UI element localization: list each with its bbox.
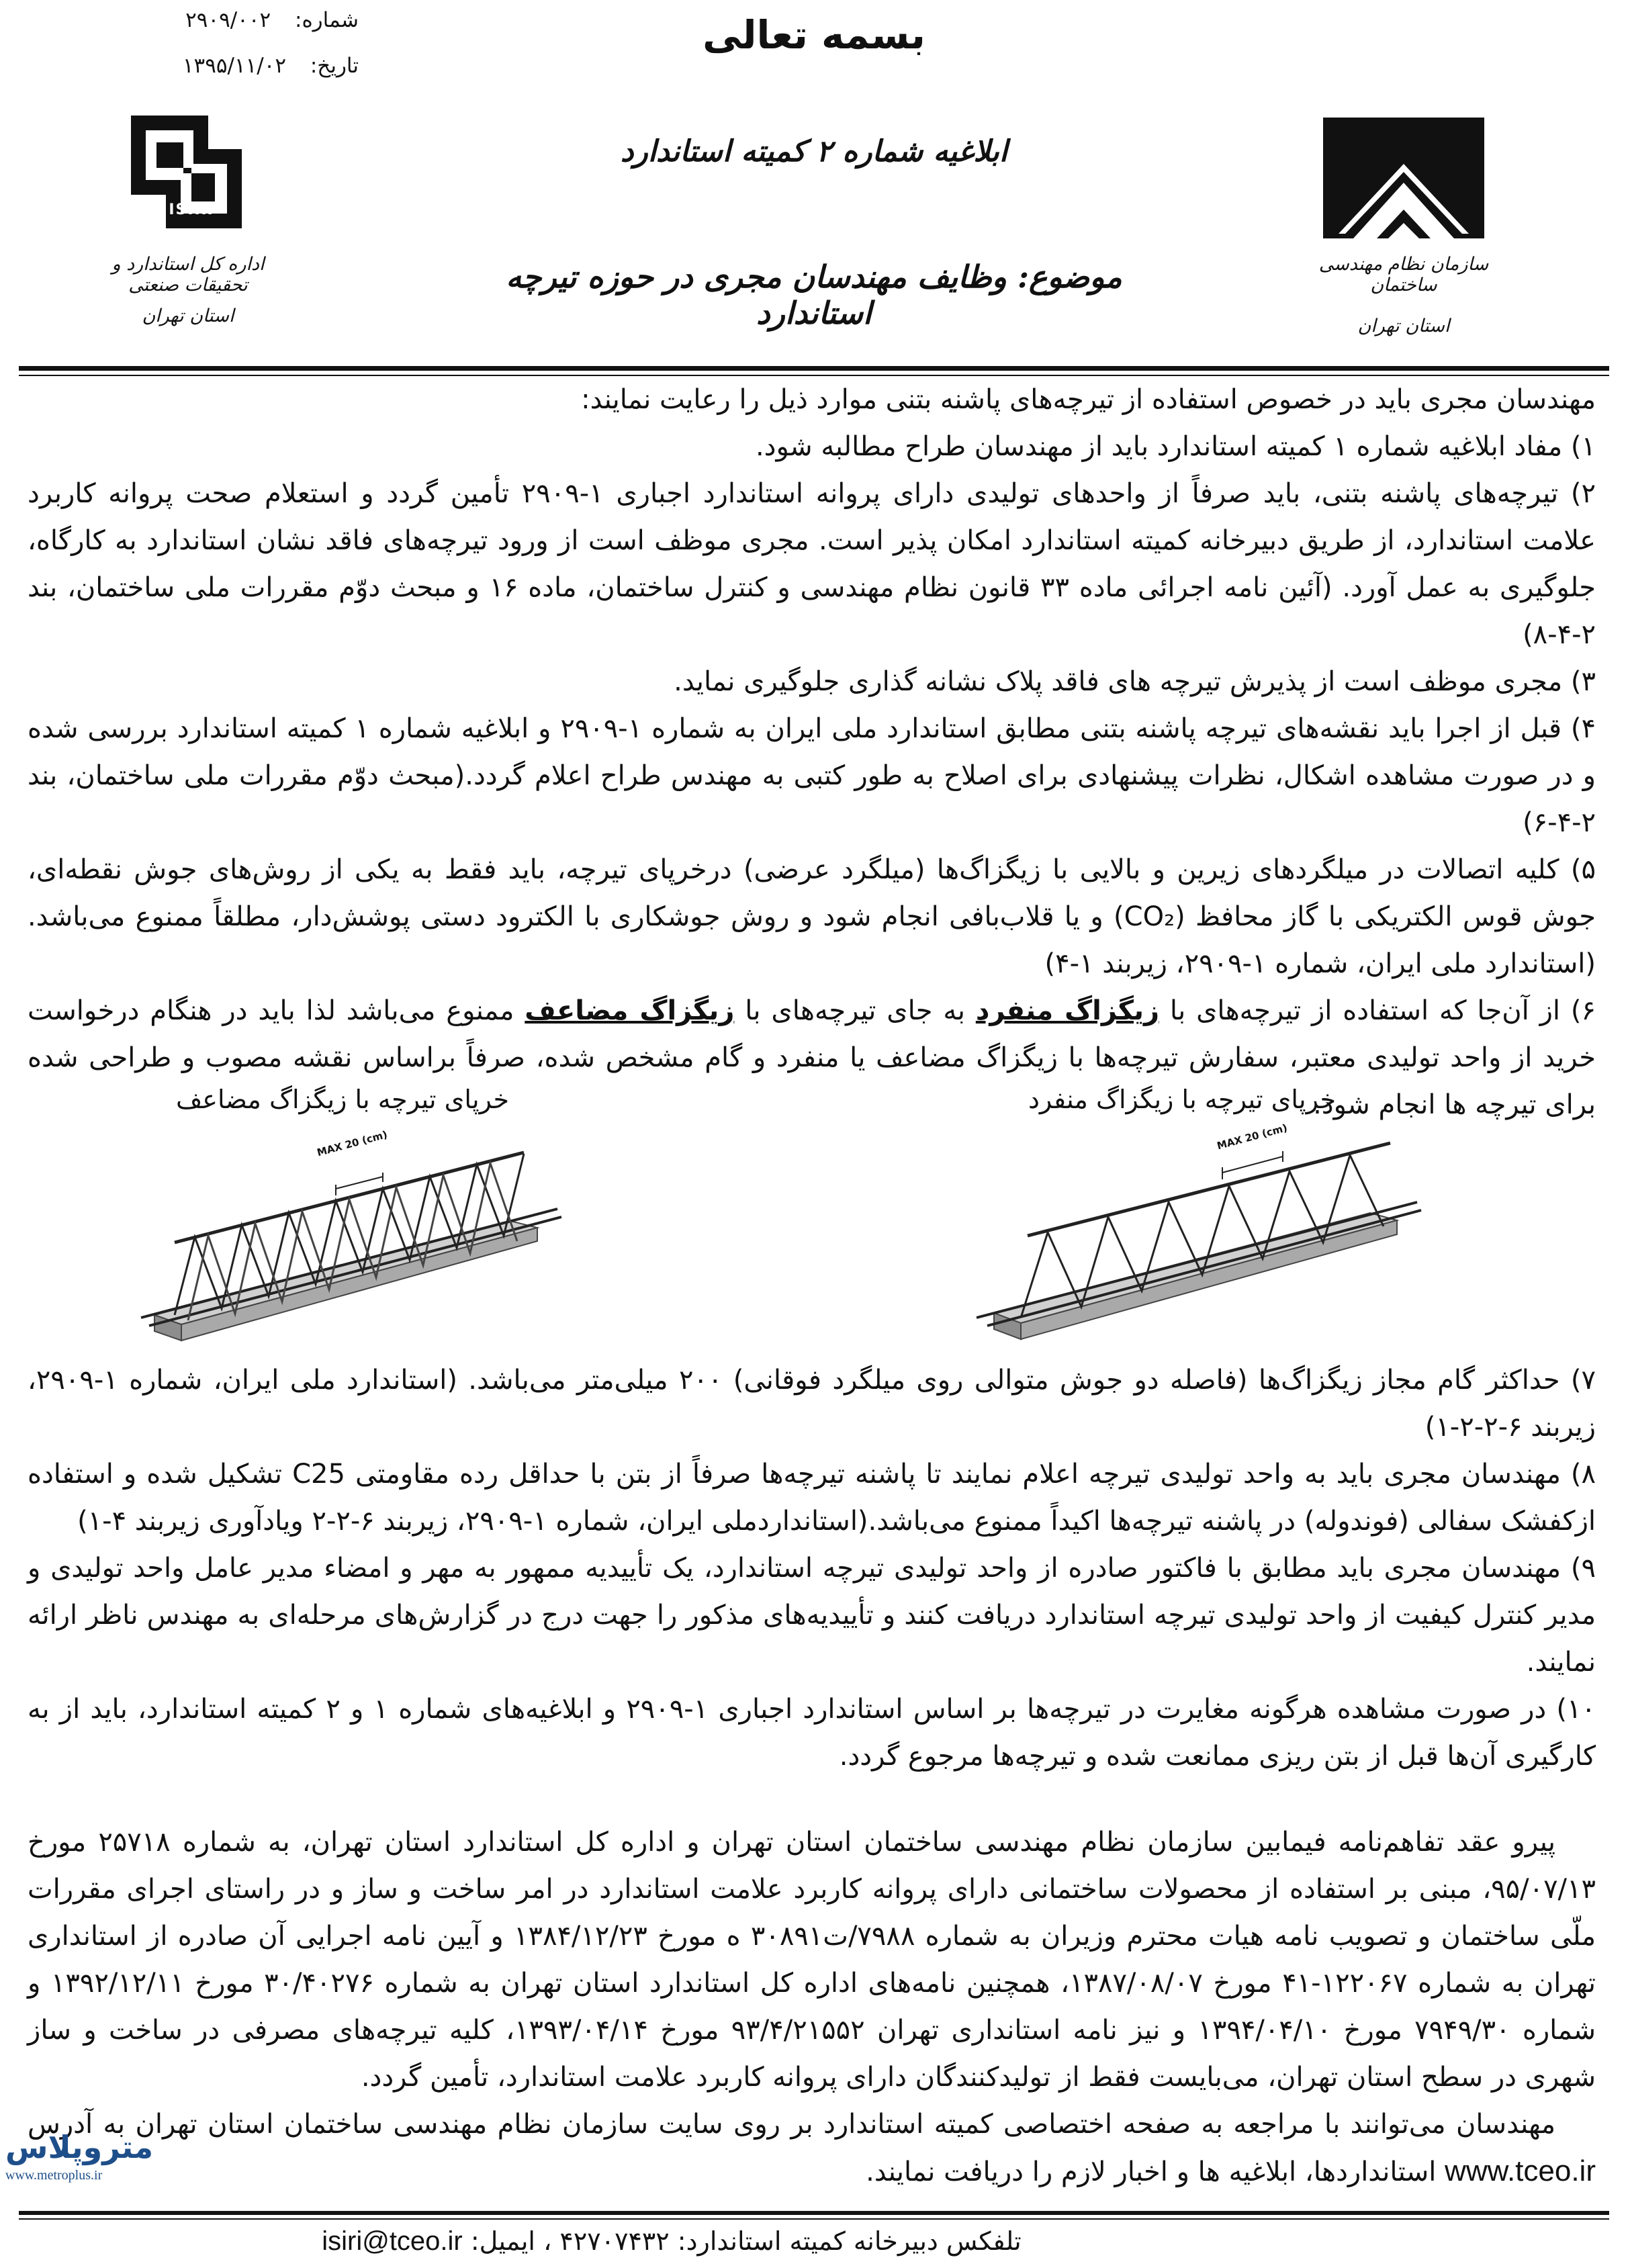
website-link[interactable]: www.tceo.ir	[1445, 2154, 1596, 2187]
single-truss-dim-label: MAX 20 (cm)	[1216, 1122, 1289, 1152]
body-item-8: ۸) مهندسان مجری باید به واحد تولیدی تیرچه اعلام نمایند تا پاشنه تیرچه‌ها صرفاً از بتن با حداقل رده مقاومتی C25 تشکیل شده و استفاده ازکفشک سفالی (فوندوله) در پاشنه تیرچه‌ها اکیداً ممنوع می‌باشد.(استانداردملی ایران، شماره ۱-۲۹۰۹، زیربند ۶-۲-۲ ویادآوری زیربند ۴-۱)	[28, 1459, 1596, 1537]
isiri-logo-text: ISIRI	[169, 201, 214, 218]
metroplus-url[interactable]: www.metroplus.ir	[5, 2168, 103, 2183]
item-6-part-c: ممنوع می‌باشد لذا باید در هنگام درخواست خرید از واحد تولیدی معتبر، سفارش تیرچه‌ها با زیگزاگ مضاعف یا منفرد و گام مشخص شده، صرفاً براساس نقشه مصوب و طراحی شده برای تیرچه ها انجام شود.	[28, 995, 1596, 1120]
letter-date-value: ۱۳۹۵/۱۱/۰۲	[182, 54, 286, 78]
nezam-caption-2: استان تهران	[1357, 316, 1450, 336]
letter-body-continued	[28, 1357, 1596, 2195]
metroplus-brand: متروپلاس	[5, 2129, 154, 2165]
double-zigzag-term: زیگزاگ مضاعف	[525, 995, 735, 1026]
body-item-2: ۲) تیرچه‌های پاشنه بتنی، باید صرفاً از واحدهای تولیدی دارای پروانه استاندارد اجباری ۱-۲۹۰۹ تأمین گردد و استعلام صحت پروانه کاربرد علامت استاندارد، از طریق دبیرخانه کمیته استاندارد امکان پذیر است. مجری موظف است از ورود تیرچه‌های فاقد نشان استاندارد به کارگاه، جلوگیری به عمل آورد. (آئین نامه اجرائی ماده ۳۳ قانون نظام مهندسی و کنترل ساختمان، ماده ۱۶ و مبحث دوّم مقررات ملی ساختمان، بند ۲-۴-۸)	[28, 478, 1596, 650]
letter-date	[63, 54, 359, 78]
notice-title: ابلاغیه شماره ۲ کمیته استاندارد	[620, 134, 1008, 169]
body-item-1: ۱) مفاد ابلاغیه شماره ۱ کمیته استاندارد باید از مهندسان طراح مطالبه شود.	[755, 431, 1596, 462]
header-rule-thick	[19, 366, 1609, 371]
footer-email[interactable]: isiri@tceo.ir	[322, 2226, 463, 2256]
fig-double-caption: خرپای تیرچه با زیگزاگ مضاعف	[175, 1085, 510, 1114]
fig-single-caption: خرپای تیرچه با زیگزاگ منفرد	[1028, 1085, 1337, 1114]
body-paragraph-2	[28, 2101, 1596, 2195]
isiri-caption-2: استان تهران	[142, 306, 234, 326]
single-zigzag-term: زیگزاگ منفرد	[975, 995, 1160, 1026]
isiri-logo-icon	[118, 101, 259, 242]
nezam-logo	[1313, 107, 1494, 245]
nezam-logo-icon	[1313, 107, 1494, 245]
footer-rule-thin	[19, 2218, 1609, 2220]
metroplus-watermark	[5, 2129, 160, 2210]
paragraph-2-part-a: مهندسان می‌توانند با مراجعه به صفحه اختصاصی کمیته استاندارد بر روی سایت سازمان نظام مهندسی ساختمان استان تهران به آدرس	[28, 2109, 1555, 2140]
isiri-logo	[118, 101, 259, 242]
notice-subject: موضوع: وظایف مهندسان مجری در حوزه تیرچه استاندارد	[506, 259, 1122, 331]
body-item-7: ۷) حداکثر گام مجاز زیگزاگ‌ها (فاصله دو جوش متوالی روی میلگرد فوقانی) ۲۰۰ میلی‌متر می‌باشد. (استاندارد ملی ایران، شماره ۱-۲۹۰۹، زیربند ۶-۲-۲-۱)	[28, 1365, 1596, 1443]
single-zigzag-truss-illustration	[967, 1128, 1424, 1370]
double-zigzag-truss-illustration	[134, 1142, 564, 1363]
double-zigzag-truss-figure	[134, 1128, 564, 1363]
body-item-3: ۳) مجری موظف است از پذیرش تیرچه های فاقد پلاک نشانه گذاری جلوگیری نماید.	[674, 666, 1596, 697]
body-item-10: ۱۰) در صورت مشاهده هرگونه مغایرت در تیرچه‌ها بر اساس استاندارد اجباری ۱-۲۹۰۹ و ابلاغیه‌های شماره ۱ و ۲ کمیته استاندارد، باید از به کارگیری آن‌ها قبل از بتن ریزی ممانعت شده و تیرچه‌ها مرجوع گردد.	[28, 1694, 1596, 1772]
letter-body	[28, 376, 1596, 1128]
body-item-5: ۵) کلیه اتصالات در میلگردهای زیرین و بالایی با زیگزاگ‌ها (میلگرد عرضی) درخرپای تیرچه، باید فقط به یکی از روش‌های جوش نقطه‌ای، جوش قوس الکتریکی با گاز محافظ (CO₂) و یا قلاب‌بافی انجام شود و روش جوشکاری با الکترود دستی پوشش‌دار، مطلقاً ممنوع می‌باشد. (استاندارد ملی ایران، شماره ۱-۲۹۰۹، زیربند ۱-۴)	[28, 854, 1596, 979]
body-item-9: ۹) مهندسان مجری باید مطابق با فاکتور صادره از واحد تولیدی تیرچه استاندارد، یک تأییدیه ممهور به مهر و امضاء مدیر عامل واحد تولیدی و مدیر کنترل کیفیت از واحد تولیدی تیرچه استاندارد دریافت کنند و تأییدیه‌های مذکور را جهت درج در گزارش‌های مرحله‌ای به مهندس ناظر ارائه نمایند.	[28, 1553, 1596, 1678]
footer-rule-thick	[19, 2211, 1609, 2215]
body-paragraph-1: پیرو عقد تفاهم‌نامه فیمابین سازمان نظام مهندسی ساختمان استان تهران و اداره کل استاندارد استان تهران، به شماره ۲۵۷۱۸ مورخ ۹۵/۰۷/۱۳، مبنی بر استفاده از محصولات ساختمانی دارای پروانه کاربرد علامت استاندارد در امر ساخت و ساز و در راستای اجرای مقررات ملّی ساختمان و تصویب نامه هیات محترم وزیران به شماره ۷۹۸۸/ت۳۰۸۹۱ ه مورخ ۱۳۸۴/۱۲/۲۳ و آیین نامه اجرایی آن صادره از استانداری تهران به شماره ۱۲۲۰۶۷-۴۱ مورخ ۱۳۸۷/۰۸/۰۷، همچنین نامه‌های اداره کل استاندارد استان تهران به شماره ۳۰/۴۰۲۷۶ مورخ ۱۳۹۲/۱۲/۱۱ و شماره ۷۹۴۹/۳۰ مورخ ۱۳۹۴/۰۴/۱۰ و نیز نامه استانداری تهران ۹۳/۴/۲۱۵۵۲ مورخ ۱۳۹۳/۰۴/۱۴، کلیه تیرچه‌های مصرفی در ساخت و ساز شهری در سطح استان تهران، می‌بایست فقط از تولیدکنندگان دارای پروانه کاربرد علامت استاندارد، تأمین گردد.	[28, 1827, 1596, 2093]
letter-number	[63, 8, 359, 32]
letter-number-label: شماره:	[295, 8, 359, 32]
paragraph-2-part-b: استانداردها، ابلاغیه ها و اخبار لازم را دریافت نمایند.	[866, 2157, 1437, 2187]
isiri-caption-1: اداره کل استاندارد و تحقیقات صنعتی	[111, 254, 265, 296]
letter-date-label: تاریخ:	[310, 54, 359, 78]
footer-contact	[201, 2226, 1142, 2257]
item-6-part-a: ۶) از آن‌جا که استفاده از تیرچه‌های با	[1169, 995, 1596, 1026]
single-zigzag-truss-figure	[967, 1122, 1424, 1370]
bismillah-title: بسمه تعالی	[703, 12, 925, 58]
double-truss-dim-label: MAX 20 (cm)	[316, 1128, 389, 1159]
body-item-4: ۴) قبل از اجرا باید نقشه‌های تیرچه پاشنه بتنی مطابق استاندارد ملی ایران به شماره ۱-۲۹۰۹ و ابلاغیه شماره ۱ کمیته استاندارد بررسی شده و در صورت مشاهده اشکال، نظرات پیشنهادی برای اصلاح به طور کتبی به مهندس طراح اعلام گردد.(مبحث دوّم مقررات ملی ساختمان، بند ۲-۴-۶)	[28, 713, 1596, 838]
nezam-caption-1: سازمان نظام مهندسی ساختمان	[1318, 254, 1489, 296]
item-6-part-b: به جای تیرچه‌های با	[745, 995, 965, 1026]
footer-contact-text: تلفکس دبیرخانه کمیته استاندارد: ۴۲۷۰۷۴۳۲ ، ایمیل:	[470, 2226, 1022, 2256]
letter-number-value: ۲۹۰۹/۰۰۲	[185, 8, 271, 32]
body-intro: مهندسان مجری باید در خصوص استفاده از تیرچه‌های پاشنه بتنی موارد ذیل را رعایت نمایند:	[581, 384, 1596, 415]
